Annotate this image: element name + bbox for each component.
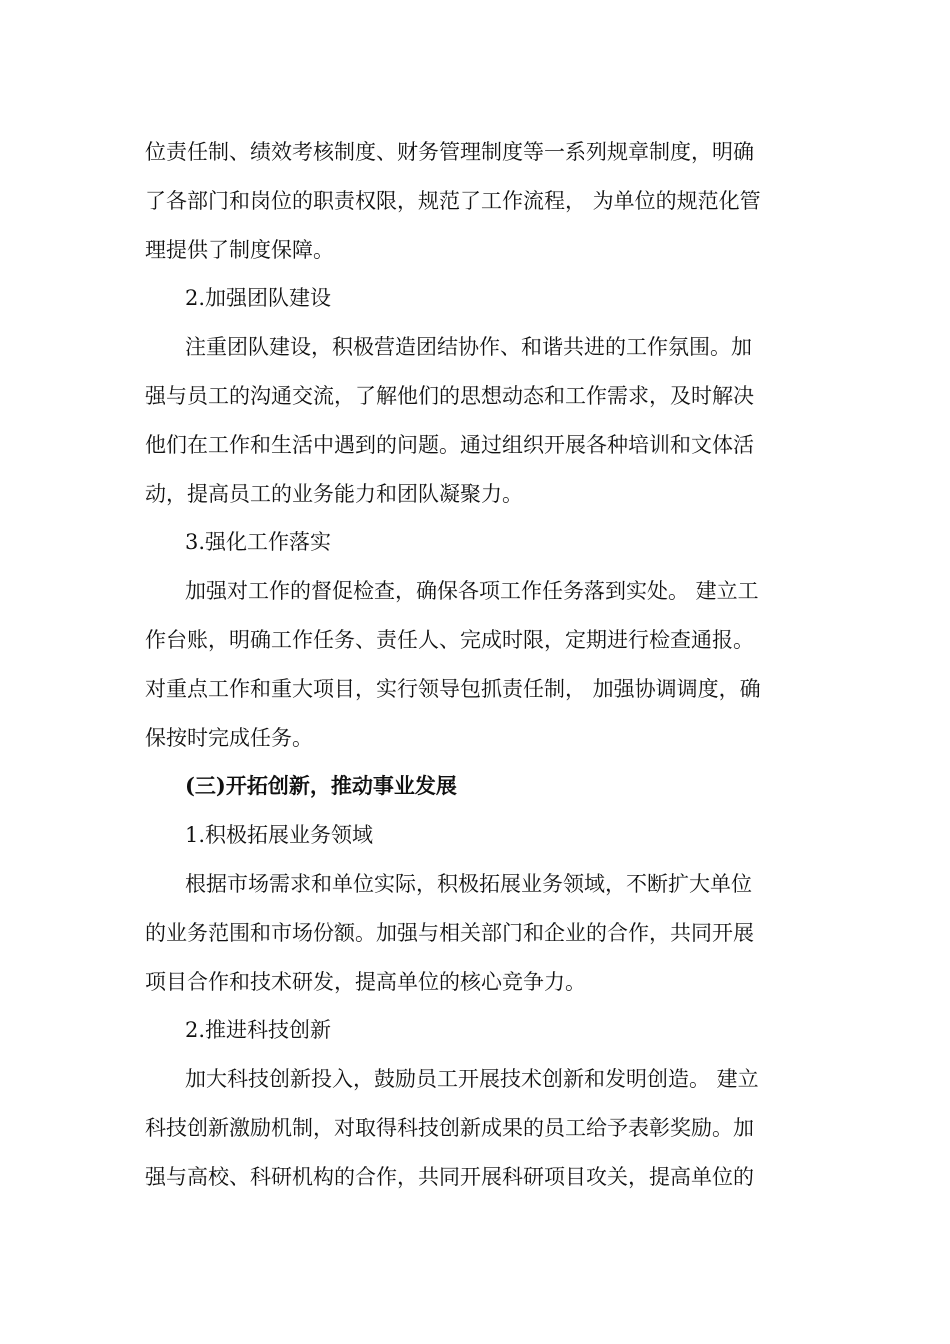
section-heading: 2.推进科技创新 <box>185 1018 332 1043</box>
paragraph-first-line: 根据市场需求和单位实际，积极拓展业务领域，不断扩大单位 <box>185 871 752 896</box>
section-heading: 2.加强团队建设 <box>185 286 332 311</box>
paragraph-first-line: 加强对工作的督促检查，确保各项工作任务落到实处。 建立工 <box>185 579 759 604</box>
paragraph-line: 项目合作和技术研发，提高单位的核心竞争力。 <box>145 969 586 994</box>
paragraph-line: 了各部门和岗位的职责权限，规范了工作流程， 为单位的规范化管 <box>145 188 761 213</box>
paragraph-line: 理提供了制度保障。 <box>145 237 334 262</box>
paragraph-line: 的业务范围和市场份额。加强与相关部门和企业的合作，共同开展 <box>145 920 754 945</box>
paragraph-line: 动，提高员工的业务能力和团队凝聚力。 <box>145 481 523 506</box>
paragraph-line: 科技创新激励机制，对取得科技创新成果的员工给予表彰奖励。加 <box>145 1115 754 1140</box>
paragraph-first-line: 加大科技创新投入，鼓励员工开展技术创新和发明创造。 建立 <box>185 1067 759 1092</box>
paragraph-line: 他们在工作和生活中遇到的问题。通过组织开展各种培训和文体活 <box>145 432 754 457</box>
paragraph-first-line: 注重团队建设，积极营造团结协作、和谐共进的工作氛围。加 <box>185 335 752 360</box>
paragraph-line: 作台账，明确工作任务、责任人、完成时限，定期进行检查通报。 <box>145 627 754 652</box>
section-heading: 1.积极拓展业务领域 <box>185 823 374 848</box>
document-body <box>145 128 807 1202</box>
paragraph-line: 强与高校、科研机构的合作，共同开展科研项目攻关，提高单位的 <box>145 1164 754 1189</box>
section-heading: 3.强化工作落实 <box>185 530 332 555</box>
paragraph-line: 对重点工作和重大项目，实行领导包抓责任制， 加强协调调度，确 <box>145 676 761 701</box>
chapter-heading: (三)开拓创新，推动事业发展 <box>185 773 457 799</box>
paragraph-line: 保按时完成任务。 <box>145 725 313 750</box>
paragraph-line: 位责任制、绩效考核制度、财务管理制度等一系列规章制度，明确 <box>145 140 754 164</box>
paragraph-line: 强与员工的沟通交流，了解他们的思想动态和工作需求，及时解决 <box>145 383 754 408</box>
